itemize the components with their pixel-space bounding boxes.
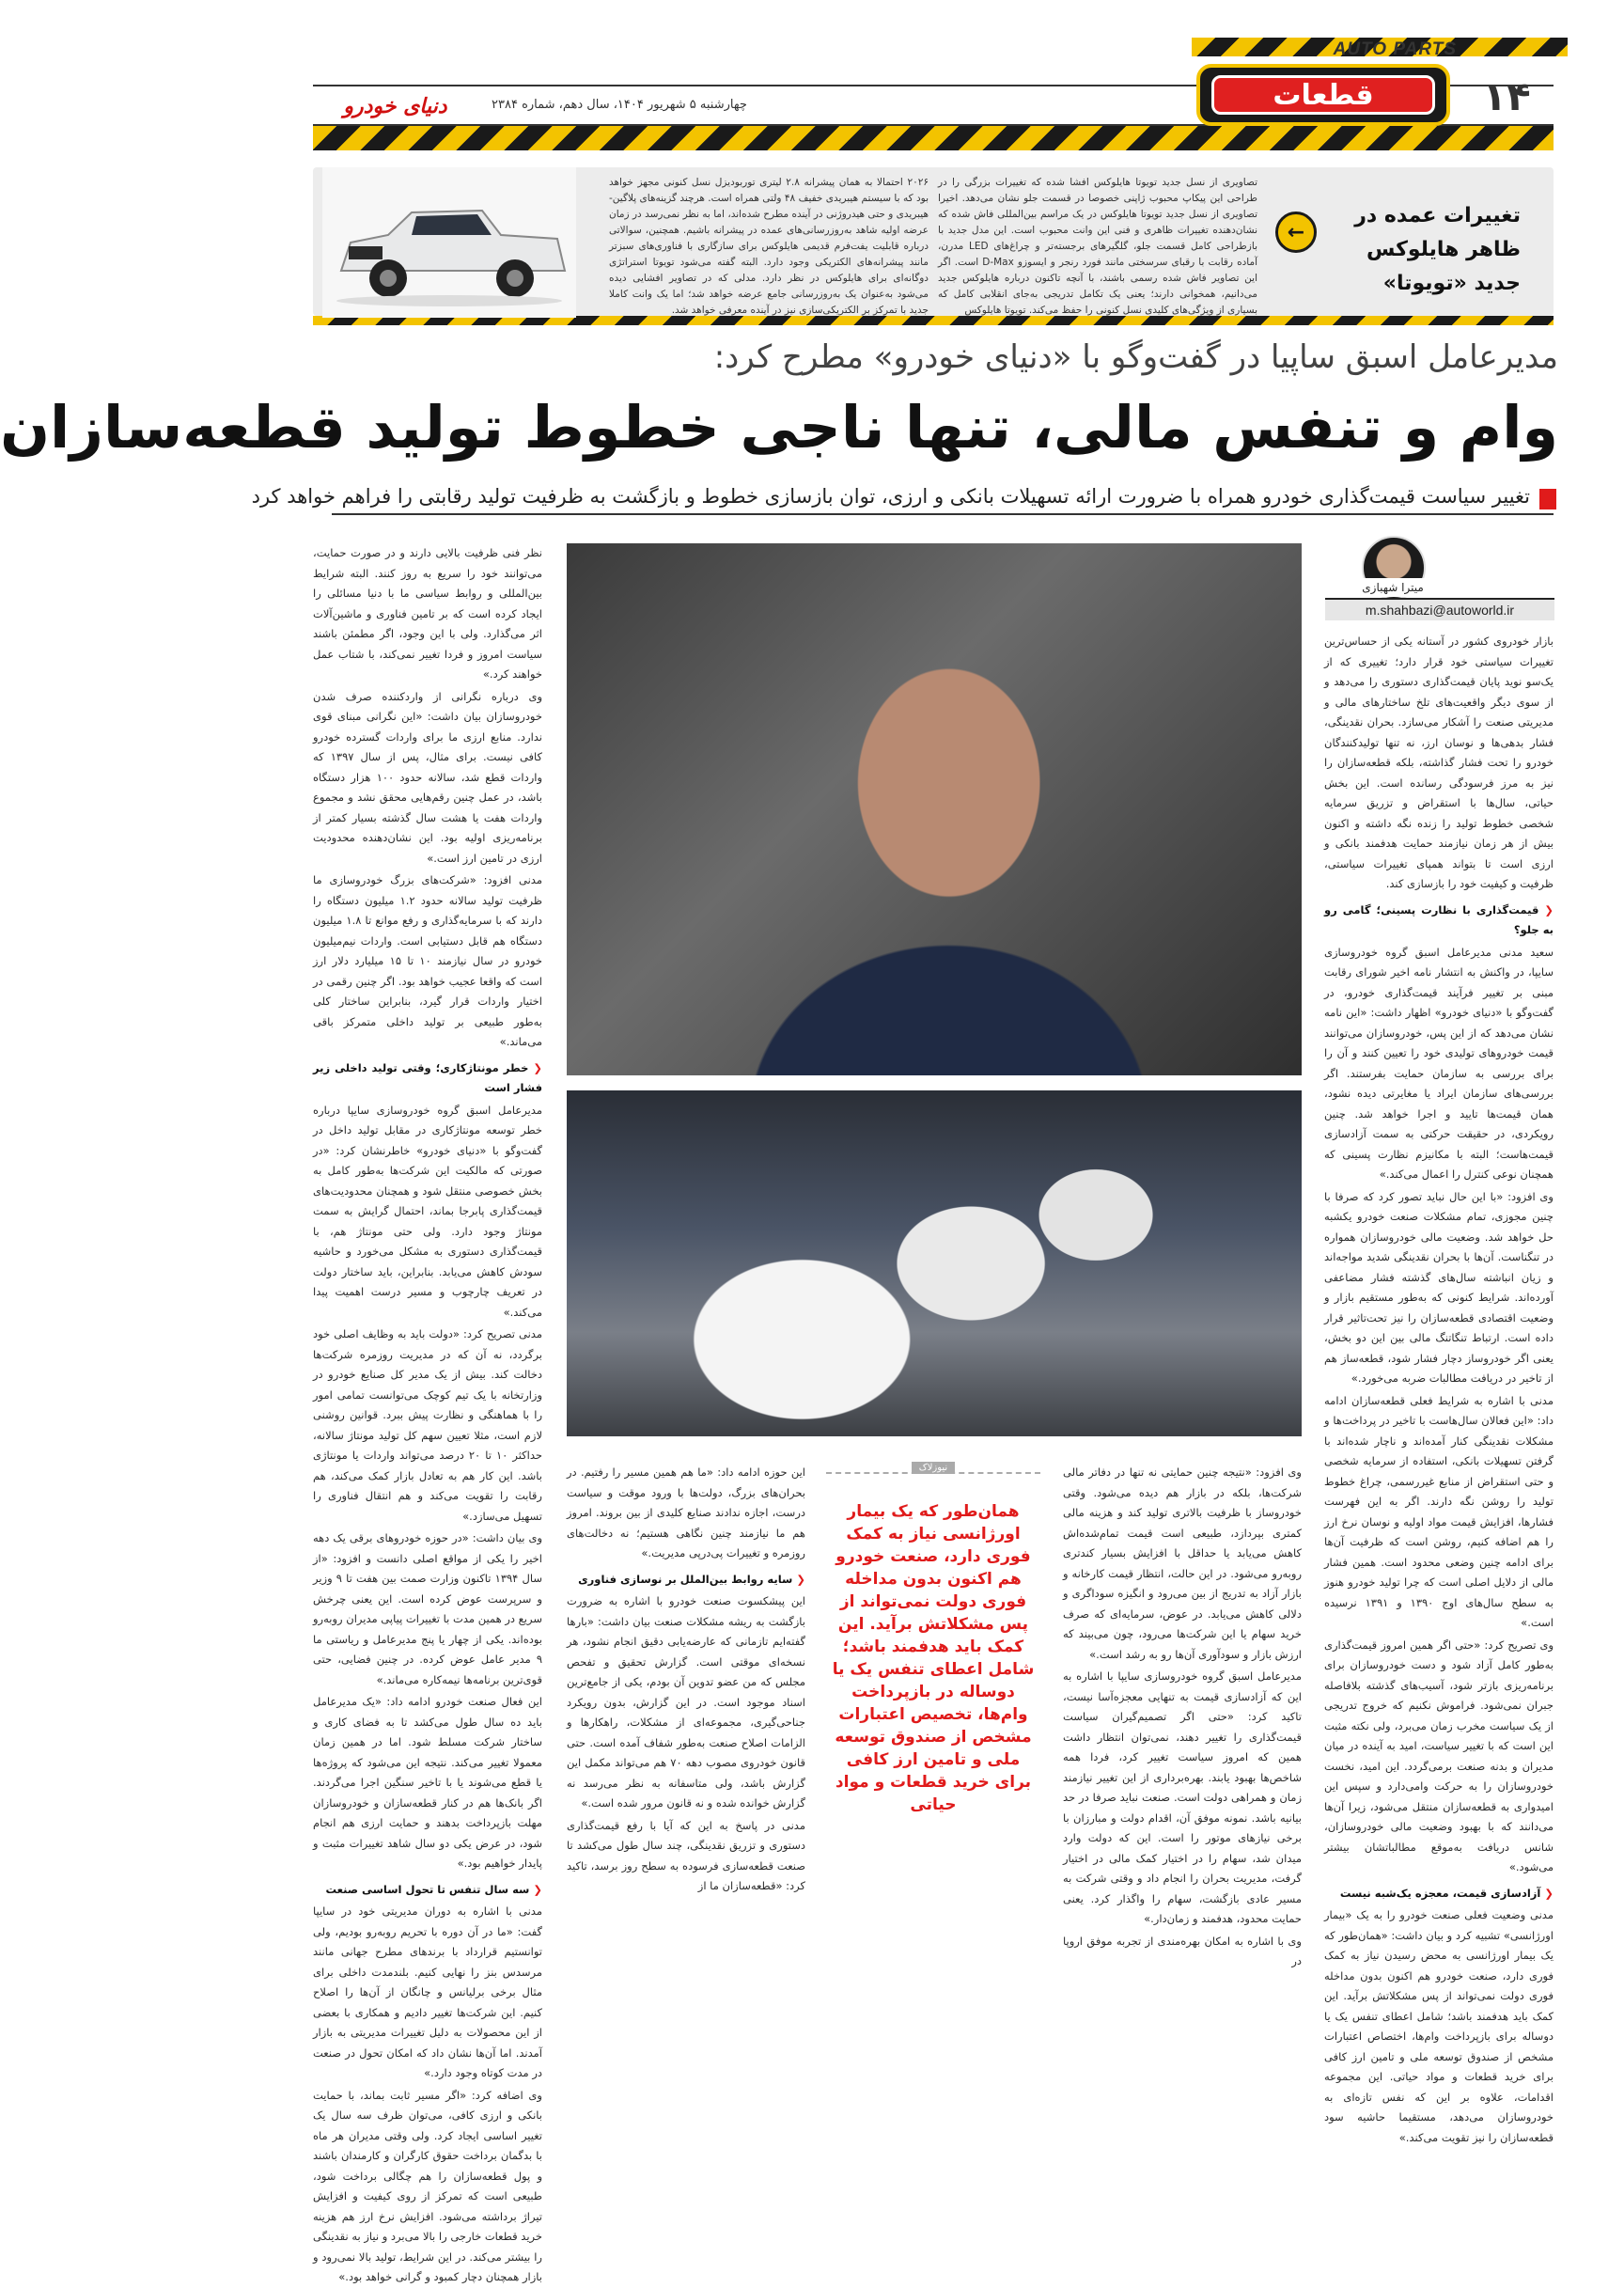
paragraph: این فعال صنعت خودرو ادامه داد: «یک مدیرعامل باید ده سال طول می‌کشد تا به فضای کاری و ساختار شرکت مسلط شود. اما در همین زمان معمولا تغییر می‌کند. نتیجه این می‌شود که پروژه‌ها یا قطع می‌شوند یا با تاخیر سنگین اجرا می‌گردند. اگر بانک‌ها هم در کنار قطعه‌سازان و خودروسازان مهلت بازپرداخت بدهند و حمایت ارزی هم انجام شود، در عرض یکی دو سال شاهد تغییرات مثبت و پایدار خواهیم بود.» [313, 1695, 542, 1870]
paragraph: وی افزود: «با این حال نباید تصور کرد که صرفا با چنین مجوزی، تمام مشکلات صنعت خودرو یکشبه حل خواهد شد. وضعیت مالی خودروسازان همواره در تنگناست. آن‌ها با بحران نقدینگی شدید مواجه‌اند و زیان انباشته سال‌های گذشته فشار مضاعفی آورده‌اند. شرایط کنونی که به‌طور مستقیم بازار و وضعیت اقتصادی قطعه‌سازان را نیز تحت‌تاثیر قرار داده است. ارتباط تنگاتنگ مالی بین این دو بخش، یعنی اگر خودروساز دچار فشار شود، قطعه‌ساز هم از تاخیر در دریافت مطالبات ضربه می‌خورد.» [1324, 1189, 1554, 1385]
arrow-left-icon[interactable]: ← [1275, 212, 1317, 253]
paragraph: این پیشکسوت صنعت خودرو با اشاره به ضرورت بازگشت به ریشه مشکلات صنعت بیان داشت: «بارها گفته‌ایم تازمانی که عارضه‌یابی دقیق انجام نشود، هر نسخه‌ای موقتی است. گزارش تحقیق و تفحص مجلس که من عضو تدوین آن بودم، یکی از جامع‌ترین اسناد موجود است. در این گزارش، بدون رویکرد جناحی‌گیری، مجموعه‌ای از مشکلات، راهکارها و الزامات اصلاح صنعت به‌طور شفاف آمده است. حتی قانون خودروی مصوب دهه ۷۰ هم می‌تواند مکمل این گزارش باشد، ولی متاسفانه به نظر می‌رسد نه گزارش خوانده شده و نه قانون مرور شده است.» [567, 1594, 805, 1810]
section-heading: ❮ خطر مونتاژکاری؛ وقتی تولید داخلی زیر فشار است [313, 1058, 542, 1099]
section-en: AUTO PARTS [1333, 39, 1457, 59]
paragraph: نظر فنی ظرفیت بالایی دارند و در صورت حمایت، می‌توانند خود را سریع به روز کنند. البته شرایط بین‌المللی و روابط سیاسی ما با دنیا مسائلی را ایجاد کرده است که بر تامین فناوری و ماشین‌آلات اثر می‌گذارد. ولی با این وجود، اگر مطمئن باشند سیاست امروز و فردا تغییر نمی‌کند، با شتاب عمل خواهند کرد.» [313, 546, 542, 681]
teaser-col-2: ۲۰۲۶ احتمالا به همان پیشرانه ۲.۸ لیتری توربودیزل نسل کنونی مجهز خواهد بود که با سیستم هیبریدی خفیف ۴۸ ولتی همراه است. هرچند گزینه‌های پلاگین-هیبریدی و حتی هیدروژنی در آینده مطرح شده‌اند، اما به نظر نمی‌رسد در زمان عرضه اولیه شاهد به‌روزرسانی‌های عمده در پیشرانه باشیم. همچنین، سوالاتی درباره قابلیت یفت‌فرم قدیمی هایلوکس برای سازگاری با فناوری‌های سبزتر مانند پیشرانه‌های الکتریکی وجود دارد. البته گفته می‌شود تویوتا استراتژی دوگانه‌ای برای هایلوکس در نظر دارد. مدلی که در تصاویر افشایی دیده می‌شود به‌عنوان یک به‌روزرسانی جامع عرضه خواهد شد؛ اما یک وانت کاملا جدید با تمرکز بر الکتریکی‌سازی نیز در آینده معرفی خواهد شد. [609, 177, 929, 316]
column-bottom-right [1063, 1463, 1302, 1967]
subtitle-rule [332, 513, 1554, 515]
paragraph: این حوزه ادامه داد: «ما هم همین مسیر را رفتیم. در بحران‌های بزرگ، دولت‌ها با ورود موقت و سیاست درست، اجازه ندادند صنایع کلیدی از بین بروند. امروز هم ما نیازمند چنین نگاهی هستیم؛ نه دخالت‌های روزمره و تغییرات پی‌درپی مدیریت.» [567, 1465, 805, 1559]
paragraph: وی افزود: «نتیجه چنین حمایتی نه تنها در دفاتر مالی شرکت‌ها، بلکه در بازار هم دیده می‌شود. وقتی خودروساز با ظرفیت بالاتری تولید کند و هزینه مالی کمتری بپردازد، طبیعی است قیمت تمام‌شده‌اش کاهش می‌یابد یا حداقل با افزایش بسیار کندتری روبه‌رو می‌شود. در این حالت، انتظار قیمت کارخانه و بازار آزاد به تدریج از بین می‌رود و انگیزه سوداگری و دلالی کاهش می‌یابد. در عوض، سرمایه‌ای که صرف خرید سهام یا این شرکت‌ها می‌رود، چون می‌بیند که ارزش بازار و سودآوری آن‌ها رو به رشد است.» [1063, 1465, 1302, 1661]
paragraph: مدنی در پاسخ به این که آیا با رفع قیمت‌گذاری دستوری و تزریق نقدینگی، چند سال طول می‌کشد تا صنعت قطعه‌سازی فرسوده به سطح روز برسد، تاکید کرد: «قطعه‌سازان ما از [567, 1818, 805, 1892]
column-right [1324, 632, 1554, 2144]
paragraph: وی اضافه کرد: «اگر مسیر ثابت بماند، با حمایت بانکی و ارزی کافی، می‌توان ظرف سه سال یک تغییر اساسی ایجاد کرد. ولی وقتی مدیران هر ماه با بدگمان برداخت حقوق کارگران و کارمندان باشند و پول قطعه‌سازان را هم چگالی برداخت شود، طبیعی است که تمرکز از روی کیفیت و افزایش تیراژ برداشته می‌شود. افزایش نرخ ارز هم هزینه خرید قطعات خارجی را بالا می‌برد و نیاز به نقدینگی را بیشتر می‌کند. در این شرایط، تولید بالا نمی‌رود و بازار همچنان دچار کمبود و گرانی خواهد بود.» [313, 2088, 542, 2283]
issue-line: چهارشنبه ۵ شهریور ۱۴۰۴، سال دهم، شماره ۲۳۸۴ [492, 98, 747, 112]
publication-logo: دنیای خودرو [343, 94, 447, 118]
header-hazard-band [313, 126, 1554, 150]
section-heading: ❮ آزادسازی قیمت، معجزه یک‌شبه نیست [1324, 1884, 1554, 1904]
section-heading: ❮ سه سال تنفس تا تحول اساسی صنعت [313, 1880, 542, 1901]
paragraph: مدنی تصریح کرد: «دولت باید به وظایف اصلی خود برگردد، نه آن که در مدیریت روزمره شرکت‌ها دخالت کند. بیش از یک مدیر کل صنایع خودرو در وزارتخانه با یک تیم کوچک می‌توانست تمامی امور را با هماهنگی و نظارت پیش ببرد. قوانین روشنی لازم است، مثلا تعیین سهم کل تولید مونتاژ سالانه، حداکثر ۱۰ تا ۲۰ درصد می‌تواند واردات یا مونتاژی باشد. این کار هم به تعادل بازار کمک می‌کند، هم رقابت را تقویت می‌کند و هم انتقال فناوری را تسهیل می‌سازد.» [313, 1327, 542, 1523]
paragraph: وی بیان داشت: «در حوزه خودروهای برقی یک دهه اخیر را یکی از مواقع اصلی دانست و افزود: «از سال ۱۳۹۴ تاکنون وزارت صمت بین هفت تا ۹ وزیر و سرپرست عوض کرده است. این یعنی چرخش سریع در همین مدت با تغییرات پیاپی مدیران روبه‌رو بوده‌اند. یکی از چهار یا پنج مدیرعامل و ریاستی ما ۹ مدیر عامل عوض کرده. در چنین فضایی، حتی قوی‌ترین برنامه‌ها نیمه‌کاره می‌ماند.» [313, 1531, 543, 1686]
section-heading: ❮ قیمت‌گذاری با نظارت پسینی؛ گامی رو به جلو؟ [1324, 901, 1554, 941]
paragraph: بازار خودروی کشور در آستانه یکی از حساس‌ترین تغییرات سیاستی خود قرار دارد؛ تغییری که از یک‌سو نوید پایان قیمت‌گذاری دستوری را می‌دهد و از سوی دیگر واقعیت‌های تلخ ساختارهای مالی و مدیریتی صنعت را آشکار می‌سازد. بحران نقدینگی، فشار بدهی‌ها و نوسان ارز، نه تنها تولیدکنندگان خودرو را تحت فشار گذاشته، بلکه قطعه‌سازان را نیز به مرز فرسودگی رسانده است. این بخش حیاتی، سال‌ها با استقراض و تزریق سرمایه شخصی خطوط تولید را زنده نگه داشته و اکنون بیش از هر زمان نیازمند حمایت هدفمند بانکی و ارزی است تا بتواند همپای تغییرات سیاستی، ظرفیت و کیفیت خود را بازسازی کند. [1324, 635, 1554, 890]
section-plate [1196, 64, 1450, 126]
toyota-hilux-image [322, 167, 576, 318]
paragraph: مدنی وضعیت فعلی صنعت خودرو را به یک «بیمار اورژانسی» تشبیه کرد و بیان داشت: «همان‌طور که یک بیمار اورژانسی به محض رسیدن نیاز به کمک فوری دارد، صنعت خودرو هم اکنون بدون مداخله فوری دولت نمی‌تواند از پس مشکلاتش برآید. این کمک باید هدفمند باشد؛ شامل اعطای تنفس یک یا دوساله برای بازپرداخت وام‌ها، اختصاص اعتبارات مشخص از صندوق توسعه ملی و تامین ارز کافی برای خرید قطعات و مواد حیاتی. این مجموعه اقدامات، علاوه بر این که نفس تازه‌ای به خودروسازان می‌دهد، مستقیما حاشیه سود قطعه‌سازان را نیز تقویت می‌کند.» [1324, 1908, 1554, 2144]
article-subtitle: تغییر سیاست قیمت‌گذاری خودرو همراه با ضرورت ارائه تسهیلات بانکی و ارزی، توان بازسازی خطوط و بازگشت به ظرفیت تولید رقابتی را فراهم خواهد کرد [251, 485, 1530, 508]
paragraph: مدیرعامل اسبق گروه خودروسازی سایپا با اشاره به این که آزادسازی قیمت به تنهایی معجزه‌آسا نیست، تاکید کرد: «حتی اگر تصمیم‌گیران سیاست قیمت‌گذاری را تغییر دهند، نمی‌توان انتظار داشت همین که امروز سیاست تغییر کرد، فردا همه شاخص‌ها بهبود یابند. بهره‌برداری از این تغییر نیازمند زمان و همراهی دولت است. صنعت نباید صرفا در حد بیانیه باشد. نمونه موفق آن، اقدام دولت و مبارزان با برخی نیازهای موتور را است. این که دولت وارد میدان شد، سهام را در اختیار کمک مالی در اختیار گرفت، مدیریت بحران را انجام داد و وقتی شرکت به مسیر عادی بازگشت، سهام را واگذار کرد. یعنی حمایت محدود، هدفمند و زمان‌دار.» [1063, 1669, 1302, 1925]
teaser-headline[interactable]: تغییرات عمده در ظاهر هایلوکس جدید «تویوتا» [1354, 204, 1521, 295]
portrait-photo [567, 543, 1302, 1075]
pullquote-label [826, 1463, 1040, 1483]
teaser-col-1: تصاویری از نسل جدید تویوتا هایلوکس افشا شده که تغییرات بزرگی را در طراحی این پیکاپ محبوب ژاپنی خصوصا در قسمت جلو نشان می‌دهد. اخیرا تصاویری از نسل جدید تویوتا هایلوکس در یک مراسم بین‌المللی فاش شده که نشان‌دهنده تغییرات ظاهری و فنی این وانت محبوب است. این مدل جدید با بازطراحی کامل قسمت جلو، گلگیرهای برجسته‌تر و چراغ‌های LED مدرن، آماده رقابت با رقبای سرسختی مانند فورد رنجر و ایسوزو D-Max است. اگر این تصاویر فاش شده رسمی باشند، با آنچه تاکنون درباره هایلوکس جدید می‌دانیم، همخوانی دارند؛ یعنی یک تکامل تدریجی به‌جای انقلابی کامل که بسیاری از ویژگی‌های کلیدی نسل کنونی را حفظ می‌کند. تویوتا هایلوکس [938, 177, 1258, 316]
page-number: ۱۴ [1482, 73, 1531, 119]
section-title: قطعات [1211, 75, 1435, 115]
article-kicker: مدیرعامل اسبق ساپیا در گفت‌وگو با «دنیای خودرو» مطرح کرد: [713, 338, 1558, 376]
paragraph: سعید مدنی مدیرعامل اسبق گروه خودروسازی سایپا، در واکنش به انتشار نامه اخیر شورای رقابت مبنی بر تغییر فرآیند قیمت‌گذاری خودرو، در گفت‌وگو با «دنیای خودرو» اظهار داشت: «این نامه نشان می‌دهد که از این پس، خودروسازان می‌توانند قیمت خودروهای تولیدی خود را تعیین کنند و آن را برای بررسی به سازمان حمایت بفرستند. اگر بررسی‌های سازمان ایراد یا مغایرتی دیده نشود، همان قیمت‌ها تایید و اجرا خواهد شد. چنین رویکردی، در حقیقت حرکتی به سمت آزادسازی قیمت‌هاست؛ البته با مکانیزم نظارت پسینی که همچنان نوعی کنترل را اعمال می‌کند.» [1324, 945, 1554, 1181]
pullquote-label-text: نیوزلاک [912, 1462, 955, 1474]
paragraph: مدنی با اشاره به دوران مدیریتی خود در سایپا گفت: «ما در آن دوره با تحریم روبه‌رو بودیم، ولی توانستیم قرارداد با برندهای مطرح جهانی مانند مرسدس بنز را نهایی کنیم. بلندمدت داخلی برای مثال برخی برلیانس و چانگان از آن‌ها را اصلاح کنیم. این شرکت‌ها تغییر دادیم و همکاری با بعضی از این محصولات به دلیل تغییرات مدیریتی به بازار آمدند. اما آن‌ها نشان داد که امکان تحول در صنعت در مدت کوتاه وجود دارد.» [313, 1904, 542, 2079]
column-left [313, 543, 543, 2283]
paragraph: مدیرعامل اسبق گروه خودروسازی سایپا درباره خطر توسعه مونتاژکاری در مقابل تولید داخل در گفت‌وگو با «دنیای خودرو» خاطرنشان کرد: «در صورتی که مالکیت این شرکت‌ها به‌طور کامل به بخش خصوصی منتقل شود و همچنان محدودیت‌های قیمت‌گذاری پابرجا بماند، احتمال گرایش به سمت مونتاژ وجود دارد. ولی حتی مونتاژ هم، با قیمت‌گذاری دستوری به مشکل می‌خورد و حاشیه سودش کاهش می‌یابد. بنابراین، باید ساختار دولت در تعریف چارچوب و مسیر درست اهمیت پیدا می‌کند.» [313, 1103, 542, 1319]
column-bottom-mid [567, 1463, 805, 1891]
paragraph: وی درباره نگرانی از واردکننده صرف شدن خودروسازان بیان داشت: «این نگرانی مبنای قوی ندارد. منابع ارزی ما برای واردات گسترده خودرو کافی نیست. برای مثال، پس از سال ۱۳۹۷ که واردات قطع شد، سالانه حدود ۱۰۰ هزار دستگاه باشد، در عمل چنین رقم‌هایی محقق نشد و مجموع واردات هفت یا هشت سال گذشته بسیار کمتر از برنامه‌ریزی اولیه بود. این نشان‌دهنده محدودیت ارزی در تامین ارز است.» [313, 689, 543, 865]
paragraph: وی با اشاره به امکان بهره‌مندی از تجربه موفق اروپا در [1063, 1934, 1302, 1967]
section-heading: ❮ سایه روابط بین‌الملل بر نوسازی فناوری [567, 1570, 805, 1591]
author-name: میترا شهبازی [1325, 578, 1460, 597]
pullquote: همان‌طور که یک بیمار اورژانسی نیاز به کمک فوری دارد، صنعت خودرو هم اکنون بدون مداخله فوری دولت نمی‌تواند از پس مشکلاتش برآید. این کمک باید هدفمند باشد؛ شامل اعطای تنفس یک یا دوساله در بازپرداخت وام‌ها، تخصیص اعتبارات مشخص از صندوق توسعه ملی و تامین ارز کافی برای خرید قطعات و مواد حیاتی [832, 1502, 1035, 1814]
paragraph: مدنی افزود: «شرکت‌های بزرگ خودروسازی ما ظرفیت تولید سالانه حدود ۱.۲ میلیون دستگاه را دارند که با سرمایه‌گذاری و رفع موانع تا ۱.۸ میلیون دستگاه هم قابل دستیابی است. واردات نیم‌میلیون خودرو در سال نیازمند ۱۰ تا ۱۵ میلیارد دلار ارز است که واقعا عجیب خواهد بود. اگر چنین رقمی در اختیار واردات قرار گیرد، بنابراین ساختار کلی به‌طور طبیعی بر تولید داخلی متمرکز باقی می‌ماند.» [313, 873, 543, 1048]
factory-photo [567, 1090, 1302, 1436]
paragraph: وی تصریح کرد: «حتی اگر همین امروز قیمت‌گذاری به‌طور کامل آزاد شود و دست خودروسازان برای برنامه‌ریزی بازتر شود، آسیب‌های گذشته بلافاصله جبران نمی‌شود. فراموش نکنیم که خروج تدریجی از یک سیاست مخرب زمان می‌برد، ولی نکته مثبت این است که با تغییر سیاست، امید به آینده در میان مدیران و بدنه صنعت برمی‌گردد. این امید، نخست خودروسازان را به حرکت وامی‌دارد و سپس این امیدواری به قطعه‌سازان منتقل می‌شود، زیرا آن‌ها می‌دانند که با بهبود وضعیت مالی خودروسازان، شانس دریافت به‌موقع مطالباتشان بیشتر می‌شود.» [1324, 1638, 1554, 1873]
article-title: وام و تنفس مالی، تنها ناجی خطوط تولید قطعه‌سازان [0, 393, 1558, 462]
author-email[interactable]: m.shahbazi@autoworld.ir [1325, 598, 1554, 620]
paragraph: مدنی با اشاره به شرایط فعلی قطعه‌سازان ادامه داد: «این فعالان سال‌هاست با تاخیر در پرداخت‌ها و مشکلات نقدینگی کنار آمده‌اند و ناچار شده‌اند با گرفتن تسهیلات بانکی، استفاده از سرمایه شخصی و حتی استقراض از منابع غیررسمی، چراغ خطوط تولید را روشن نگه دارند. اگر به این فهرست فشارها، افزایش قیمت مواد اولیه و نوسان نرخ ارز را هم اضافه کنیم، روشن است که ظرفیت آن‌ها برای ادامه چنین وضعی محدود است. همین فشار مالی از دلایل اصلی است که چرا تولید خودرو هنوز به سطح سال‌های اوج ۱۳۹۰ و ۱۳۹۱ نرسیده است.» [1324, 1393, 1554, 1629]
